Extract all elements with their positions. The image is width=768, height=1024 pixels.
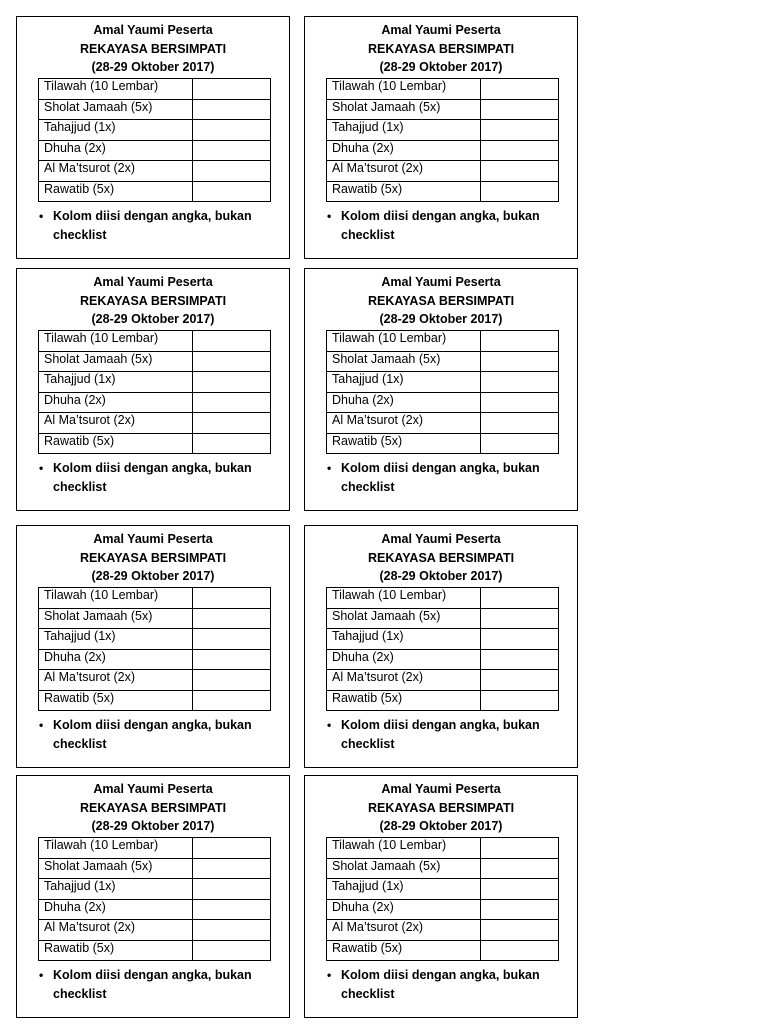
card-subtitle-line: REKAYASA BERSIMPATI [79, 293, 227, 308]
activity-label: Tahajjud (1x) [327, 879, 481, 900]
activity-count-cell[interactable] [481, 629, 559, 650]
table-row [327, 79, 559, 100]
activity-label: Sholat Jamaah (5x) [39, 351, 193, 372]
instruction-note [37, 966, 267, 1004]
activity-label: Tilawah (10 Lembar) [39, 588, 193, 609]
note-text-line: checklist [341, 228, 395, 242]
activity-label: Al Ma’tsurot (2x) [39, 670, 193, 691]
note-text-line: Kolom diisi dengan angka, bukan [53, 209, 252, 223]
card-subtitle-line: REKAYASA BERSIMPATI [79, 800, 227, 815]
activity-label: Tahajjud (1x) [39, 629, 193, 650]
bullet-icon: • [39, 968, 44, 982]
table-row [327, 392, 559, 413]
activity-label: Al Ma’tsurot (2x) [39, 920, 193, 941]
table-row [327, 433, 559, 454]
activity-count-cell[interactable] [193, 588, 271, 609]
note-text-line: checklist [341, 480, 395, 494]
activity-label: Sholat Jamaah (5x) [39, 858, 193, 879]
activity-label: Tahajjud (1x) [327, 629, 481, 650]
table-row [39, 629, 271, 650]
note-text-line: Kolom diisi dengan angka, bukan [53, 461, 252, 475]
note-text-line: Kolom diisi dengan angka, bukan [341, 461, 540, 475]
table-row [327, 413, 559, 434]
activity-label: Dhuha (2x) [39, 392, 193, 413]
activity-label: Dhuha (2x) [327, 649, 481, 670]
activity-count-cell[interactable] [481, 940, 559, 961]
card-date-line: (28-29 Oktober 2017) [91, 819, 215, 833]
activity-table [326, 330, 559, 454]
activity-count-cell[interactable] [481, 920, 559, 941]
activity-label: Rawatib (5x) [327, 940, 481, 961]
activity-table [38, 587, 271, 711]
table-row [327, 351, 559, 372]
card-subtitle-line: REKAYASA BERSIMPATI [79, 550, 227, 565]
card-title [17, 273, 289, 329]
table-row [327, 120, 559, 141]
note-text-line: Kolom diisi dengan angka, bukan [341, 209, 540, 223]
activity-table [38, 78, 271, 202]
activity-count-cell[interactable] [193, 413, 271, 434]
amal-yaumi-card [304, 16, 578, 259]
activity-label: Dhuha (2x) [327, 899, 481, 920]
card-title-line: Amal Yaumi Peserta [93, 782, 213, 796]
card-title [305, 21, 577, 77]
activity-count-cell[interactable] [481, 79, 559, 100]
instruction-note [325, 207, 555, 245]
note-text-line: checklist [53, 228, 107, 242]
amal-yaumi-card [16, 775, 290, 1018]
card-title-line: Amal Yaumi Peserta [93, 23, 213, 37]
note-text-line: Kolom diisi dengan angka, bukan [53, 968, 252, 982]
card-title [17, 21, 289, 77]
activity-label: Sholat Jamaah (5x) [39, 99, 193, 120]
table-row [327, 940, 559, 961]
table-row [327, 608, 559, 629]
table-row [39, 649, 271, 670]
table-row [39, 608, 271, 629]
activity-count-cell[interactable] [193, 649, 271, 670]
note-text-line: Kolom diisi dengan angka, bukan [341, 968, 540, 982]
activity-count-cell[interactable] [193, 392, 271, 413]
table-row [39, 588, 271, 609]
activity-label: Tahajjud (1x) [327, 120, 481, 141]
card-title-line: Amal Yaumi Peserta [381, 275, 501, 289]
table-row [39, 690, 271, 711]
card-title [305, 780, 577, 836]
table-row [39, 670, 271, 691]
table-row [39, 899, 271, 920]
activity-count-cell[interactable] [193, 372, 271, 393]
table-row [39, 940, 271, 961]
activity-table [326, 837, 559, 961]
activity-label: Al Ma’tsurot (2x) [39, 413, 193, 434]
card-title-line: Amal Yaumi Peserta [93, 275, 213, 289]
activity-label: Rawatib (5x) [39, 433, 193, 454]
table-row [39, 351, 271, 372]
activity-label: Al Ma’tsurot (2x) [327, 413, 481, 434]
card-title-line: Amal Yaumi Peserta [93, 532, 213, 546]
activity-count-cell[interactable] [193, 690, 271, 711]
card-subtitle-line: REKAYASA BERSIMPATI [367, 800, 515, 815]
bullet-icon: • [327, 209, 332, 223]
table-row [39, 372, 271, 393]
activity-label: Sholat Jamaah (5x) [327, 608, 481, 629]
note-text-line: checklist [341, 987, 395, 1001]
activity-label: Sholat Jamaah (5x) [39, 608, 193, 629]
table-row [327, 649, 559, 670]
activity-count-cell[interactable] [193, 99, 271, 120]
activity-count-cell[interactable] [481, 120, 559, 141]
activity-count-cell[interactable] [481, 392, 559, 413]
table-row [327, 670, 559, 691]
activity-table [326, 587, 559, 711]
activity-label: Dhuha (2x) [39, 649, 193, 670]
instruction-note [325, 716, 555, 754]
activity-count-cell[interactable] [481, 608, 559, 629]
activity-label: Rawatib (5x) [327, 433, 481, 454]
table-row [39, 181, 271, 202]
activity-label: Dhuha (2x) [327, 392, 481, 413]
activity-count-cell[interactable] [193, 899, 271, 920]
activity-count-cell[interactable] [193, 351, 271, 372]
card-subtitle-line: REKAYASA BERSIMPATI [367, 41, 515, 56]
activity-label: Tilawah (10 Lembar) [327, 588, 481, 609]
bullet-icon: • [327, 461, 332, 475]
table-row [327, 161, 559, 182]
table-row [327, 858, 559, 879]
table-row [39, 858, 271, 879]
activity-label: Tilawah (10 Lembar) [327, 79, 481, 100]
activity-table [38, 330, 271, 454]
bullet-icon: • [327, 968, 332, 982]
table-row [39, 433, 271, 454]
table-row [327, 838, 559, 859]
activity-count-cell[interactable] [481, 858, 559, 879]
card-title-line: Amal Yaumi Peserta [381, 23, 501, 37]
activity-count-cell[interactable] [193, 140, 271, 161]
card-subtitle-line: REKAYASA BERSIMPATI [79, 41, 227, 56]
table-row [39, 920, 271, 941]
activity-count-cell[interactable] [481, 140, 559, 161]
activity-count-cell[interactable] [481, 670, 559, 691]
card-subtitle-line: REKAYASA BERSIMPATI [367, 293, 515, 308]
activity-count-cell[interactable] [193, 120, 271, 141]
bullet-icon: • [39, 461, 44, 475]
card-date-line: (28-29 Oktober 2017) [379, 569, 503, 583]
activity-label: Tahajjud (1x) [39, 120, 193, 141]
table-row [39, 838, 271, 859]
activity-label: Sholat Jamaah (5x) [327, 99, 481, 120]
activity-label: Al Ma’tsurot (2x) [39, 161, 193, 182]
amal-yaumi-card [304, 775, 578, 1018]
activity-label: Dhuha (2x) [39, 140, 193, 161]
card-title [17, 530, 289, 586]
table-row [39, 879, 271, 900]
note-text-line: checklist [53, 480, 107, 494]
activity-table [326, 78, 559, 202]
table-row [327, 690, 559, 711]
table-row [327, 588, 559, 609]
activity-count-cell[interactable] [481, 331, 559, 352]
activity-count-cell[interactable] [193, 79, 271, 100]
card-title [305, 273, 577, 329]
table-row [39, 99, 271, 120]
activity-count-cell[interactable] [481, 588, 559, 609]
table-row [39, 120, 271, 141]
card-date-line: (28-29 Oktober 2017) [91, 312, 215, 326]
instruction-note [37, 459, 267, 497]
activity-label: Rawatib (5x) [39, 181, 193, 202]
activity-label: Tilawah (10 Lembar) [39, 79, 193, 100]
card-title [305, 530, 577, 586]
table-row [39, 161, 271, 182]
activity-count-cell[interactable] [193, 940, 271, 961]
activity-count-cell[interactable] [481, 351, 559, 372]
activity-label: Tilawah (10 Lembar) [39, 331, 193, 352]
activity-count-cell[interactable] [193, 920, 271, 941]
card-date-line: (28-29 Oktober 2017) [379, 60, 503, 74]
table-row [327, 920, 559, 941]
table-row [39, 413, 271, 434]
table-row [327, 99, 559, 120]
activity-count-cell[interactable] [193, 838, 271, 859]
activity-count-cell[interactable] [193, 670, 271, 691]
card-title-line: Amal Yaumi Peserta [381, 782, 501, 796]
instruction-note [325, 966, 555, 1004]
instruction-note [325, 459, 555, 497]
activity-label: Rawatib (5x) [39, 690, 193, 711]
activity-count-cell[interactable] [193, 858, 271, 879]
table-row [39, 79, 271, 100]
card-subtitle-line: REKAYASA BERSIMPATI [367, 550, 515, 565]
table-row [327, 331, 559, 352]
activity-label: Tahajjud (1x) [327, 372, 481, 393]
activity-label: Tahajjud (1x) [39, 372, 193, 393]
table-row [327, 140, 559, 161]
activity-label: Tilawah (10 Lembar) [39, 838, 193, 859]
activity-label: Rawatib (5x) [39, 940, 193, 961]
activity-label: Al Ma’tsurot (2x) [327, 161, 481, 182]
instruction-note [37, 716, 267, 754]
amal-yaumi-card [304, 268, 578, 511]
activity-label: Tahajjud (1x) [39, 879, 193, 900]
amal-yaumi-card [16, 16, 290, 259]
amal-yaumi-card [16, 525, 290, 768]
note-text-line: Kolom diisi dengan angka, bukan [341, 718, 540, 732]
activity-count-cell[interactable] [193, 879, 271, 900]
activity-count-cell[interactable] [481, 161, 559, 182]
activity-count-cell[interactable] [481, 838, 559, 859]
activity-label: Al Ma’tsurot (2x) [327, 920, 481, 941]
activity-count-cell[interactable] [481, 899, 559, 920]
card-title-line: Amal Yaumi Peserta [381, 532, 501, 546]
activity-count-cell[interactable] [481, 879, 559, 900]
note-text-line: checklist [53, 737, 107, 751]
activity-count-cell[interactable] [481, 372, 559, 393]
bullet-icon: • [327, 718, 332, 732]
activity-count-cell[interactable] [193, 331, 271, 352]
table-row [39, 392, 271, 413]
activity-label: Tilawah (10 Lembar) [327, 331, 481, 352]
activity-count-cell[interactable] [193, 181, 271, 202]
activity-label: Al Ma’tsurot (2x) [327, 670, 481, 691]
activity-count-cell[interactable] [193, 433, 271, 454]
activity-table [38, 837, 271, 961]
table-row [327, 879, 559, 900]
note-text-line: checklist [341, 737, 395, 751]
card-date-line: (28-29 Oktober 2017) [379, 819, 503, 833]
activity-label: Tilawah (10 Lembar) [327, 838, 481, 859]
activity-count-cell[interactable] [481, 690, 559, 711]
activity-count-cell[interactable] [481, 99, 559, 120]
activity-label: Dhuha (2x) [327, 140, 481, 161]
note-text-line: checklist [53, 987, 107, 1001]
activity-count-cell[interactable] [193, 161, 271, 182]
amal-yaumi-card [16, 268, 290, 511]
activity-count-cell[interactable] [481, 413, 559, 434]
bullet-icon: • [39, 718, 44, 732]
activity-count-cell[interactable] [481, 649, 559, 670]
card-date-line: (28-29 Oktober 2017) [379, 312, 503, 326]
amal-yaumi-card [304, 525, 578, 768]
card-date-line: (28-29 Oktober 2017) [91, 569, 215, 583]
activity-count-cell[interactable] [481, 433, 559, 454]
activity-count-cell[interactable] [481, 181, 559, 202]
activity-label: Sholat Jamaah (5x) [327, 351, 481, 372]
note-text-line: Kolom diisi dengan angka, bukan [53, 718, 252, 732]
table-row [327, 372, 559, 393]
card-title [17, 780, 289, 836]
table-row [327, 899, 559, 920]
table-row [39, 331, 271, 352]
bullet-icon: • [39, 209, 44, 223]
instruction-note [37, 207, 267, 245]
table-row [327, 181, 559, 202]
table-row [327, 629, 559, 650]
activity-count-cell[interactable] [193, 629, 271, 650]
card-date-line: (28-29 Oktober 2017) [91, 60, 215, 74]
activity-label: Rawatib (5x) [327, 690, 481, 711]
table-row [39, 140, 271, 161]
activity-label: Dhuha (2x) [39, 899, 193, 920]
activity-label: Sholat Jamaah (5x) [327, 858, 481, 879]
activity-label: Rawatib (5x) [327, 181, 481, 202]
activity-count-cell[interactable] [193, 608, 271, 629]
